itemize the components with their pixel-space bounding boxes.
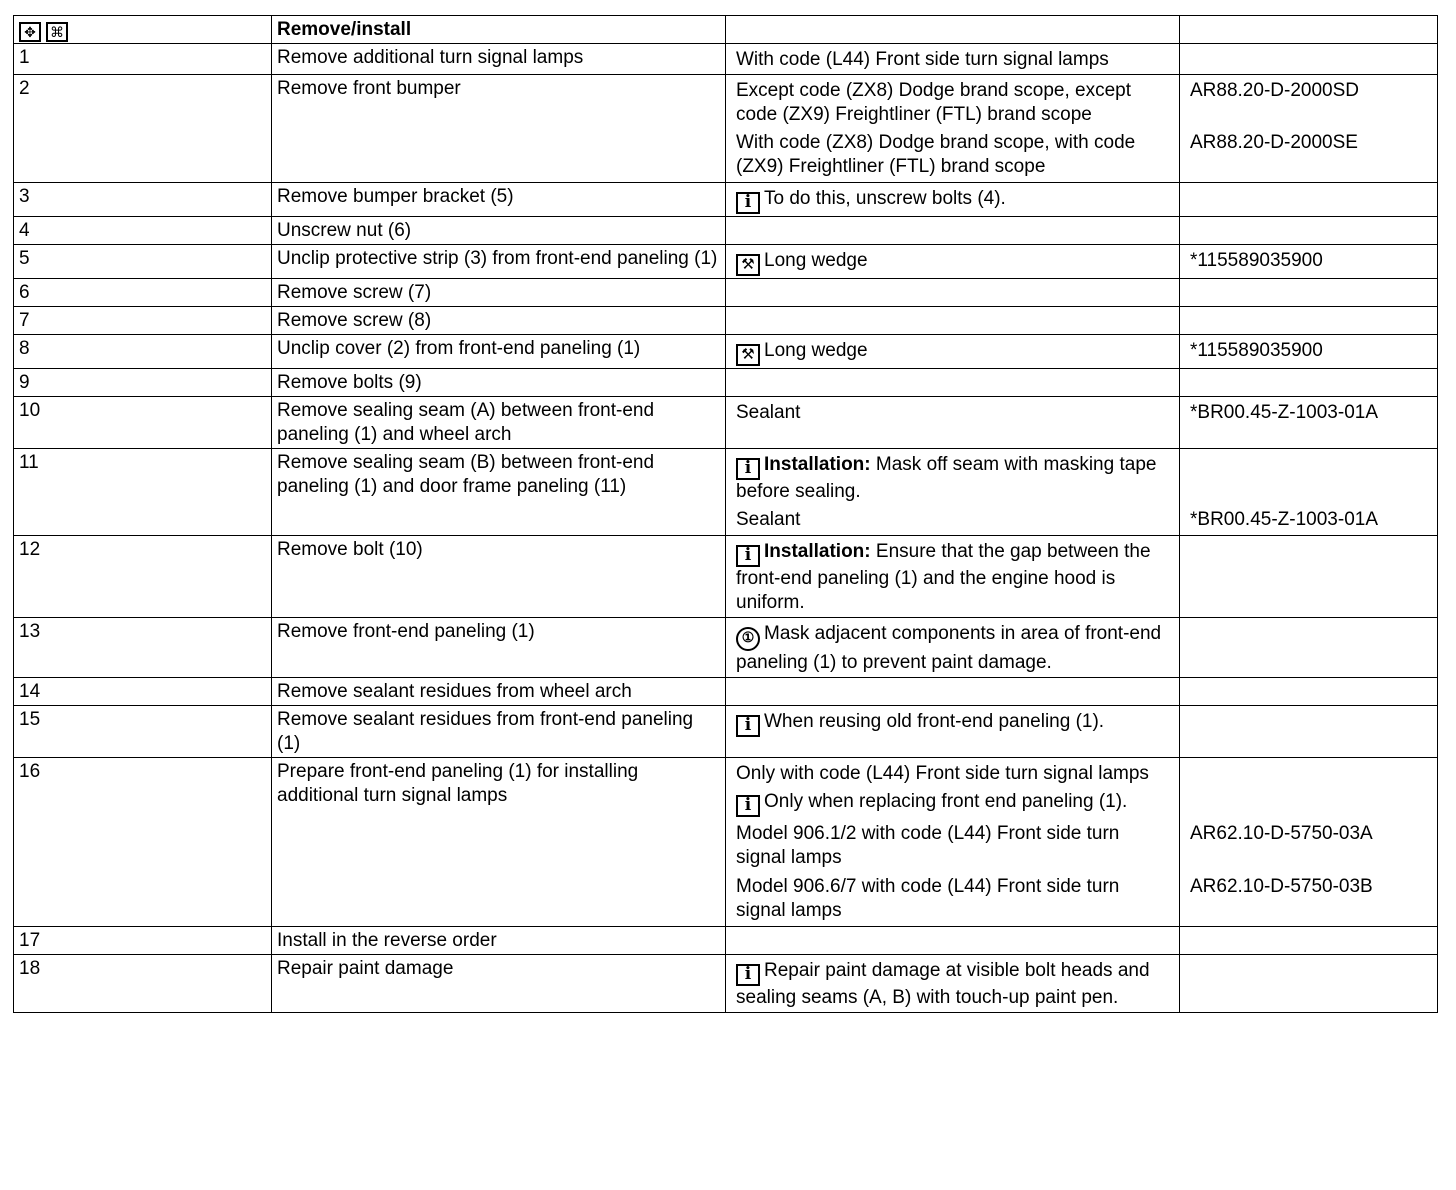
note-text: Long wedge	[764, 250, 868, 271]
reference-item	[1185, 957, 1432, 1011]
note-text: To do this, unscrew bolts (4).	[764, 188, 1006, 209]
step-references	[1180, 618, 1438, 678]
step-notes	[726, 678, 1180, 706]
step-references	[1180, 217, 1438, 245]
step-number: 17	[14, 927, 272, 955]
step-number: 14	[14, 678, 272, 706]
step-action: Remove front bumper	[272, 75, 726, 183]
note-text: Only with code (L44) Front side turn signal lamps	[736, 763, 1149, 784]
step-number: 1	[14, 44, 272, 75]
note-text: Only when replacing front end paneling (1).	[764, 791, 1128, 812]
table-row	[14, 44, 1438, 75]
table-row	[14, 217, 1438, 245]
note-item	[731, 819, 1174, 872]
step-action: Remove screw (7)	[272, 279, 726, 307]
reference-item	[1185, 46, 1432, 73]
info-icon: i	[736, 545, 760, 567]
table-row	[14, 927, 1438, 955]
reference-item	[1185, 620, 1432, 676]
table-row	[14, 397, 1438, 449]
step-references	[1180, 245, 1438, 279]
reference-item: *BR00.45-Z-1003-01A	[1190, 402, 1378, 423]
note-label: Installation:	[764, 454, 876, 475]
note-item	[731, 872, 1174, 925]
step-action: Remove sealant residues from wheel arch	[272, 678, 726, 706]
info-icon: i	[736, 192, 760, 214]
header-empty-cell	[1180, 16, 1438, 44]
reference-item: AR88.20-D-2000SE	[1190, 132, 1358, 153]
step-number: 8	[14, 335, 272, 369]
step-notes	[726, 307, 1180, 335]
install-icon: ⌘	[46, 22, 68, 42]
note-text: Sealant	[736, 509, 801, 530]
note-item	[731, 787, 1174, 819]
step-notes	[726, 44, 1180, 75]
reference-item: AR88.20-D-2000SD	[1190, 80, 1359, 101]
info-icon: i	[736, 458, 760, 480]
note-text: Mask adjacent components in area of front-end paneling (1) to prevent paint damage.	[736, 623, 1162, 673]
step-references	[1180, 758, 1438, 927]
step-number: 3	[14, 183, 272, 217]
reference-item: *115589035900	[1190, 340, 1323, 361]
note-item	[731, 708, 1174, 738]
step-action: Unclip cover (2) from front-end paneling (1)	[272, 335, 726, 369]
step-action: Install in the reverse order	[272, 927, 726, 955]
step-number: 16	[14, 758, 272, 927]
note-item	[731, 760, 1174, 787]
step-notes	[726, 279, 1180, 307]
table-row	[14, 618, 1438, 678]
step-number: 12	[14, 536, 272, 618]
reference-item	[1185, 708, 1432, 738]
note-text: Model 906.6/7 with code (L44) Front side turn signal lamps	[736, 876, 1120, 921]
note-item	[731, 185, 1174, 215]
step-action: Remove bolt (10)	[272, 536, 726, 618]
note-item	[731, 128, 1174, 181]
note-label: Installation:	[764, 541, 876, 562]
table-row	[14, 335, 1438, 369]
step-references	[1180, 397, 1438, 449]
step-action: Remove sealing seam (B) between front-end paneling (1) and door frame paneling (11)	[272, 449, 726, 536]
note-text: When reusing old front-end paneling (1).	[764, 711, 1105, 732]
step-references	[1180, 335, 1438, 369]
step-number: 9	[14, 369, 272, 397]
info-icon: i	[736, 964, 760, 986]
table-row	[14, 183, 1438, 217]
step-notes	[726, 449, 1180, 536]
note-text: Repair paint damage at visible bolt heads and sealing seams (A, B) with touch-up paint pen.	[736, 960, 1150, 1008]
caution-icon: ①	[736, 627, 760, 651]
step-references	[1180, 44, 1438, 75]
table-row	[14, 678, 1438, 706]
header-icons-cell	[14, 16, 272, 44]
step-action: Unscrew nut (6)	[272, 217, 726, 245]
table-row	[14, 955, 1438, 1013]
note-item	[731, 620, 1174, 676]
note-item	[731, 77, 1174, 128]
header-empty-cell	[726, 16, 1180, 44]
step-references	[1180, 449, 1438, 536]
step-action: Remove screw (8)	[272, 307, 726, 335]
table-row	[14, 536, 1438, 618]
step-number: 6	[14, 279, 272, 307]
step-number: 15	[14, 706, 272, 758]
note-text: Sealant	[736, 402, 801, 423]
step-notes	[726, 245, 1180, 279]
note-text: Mask off seam with masking tape before sealing.	[736, 454, 1157, 502]
table-row	[14, 706, 1438, 758]
step-references	[1180, 307, 1438, 335]
step-action: Unclip protective strip (3) from front-end paneling (1)	[272, 245, 726, 279]
procedure-table	[13, 15, 1438, 1013]
reference-item: AR62.10-D-5750-03B	[1190, 876, 1373, 897]
step-action: Remove bumper bracket (5)	[272, 183, 726, 217]
info-icon: i	[736, 795, 760, 817]
header-row	[14, 16, 1438, 44]
step-number: 11	[14, 449, 272, 536]
step-action: Remove sealing seam (A) between front-end paneling (1) and wheel arch	[272, 397, 726, 449]
step-action: Remove additional turn signal lamps	[272, 44, 726, 75]
step-notes	[726, 335, 1180, 369]
step-notes	[726, 217, 1180, 245]
reference-item	[1185, 760, 1432, 787]
table-row	[14, 758, 1438, 927]
note-item	[731, 399, 1174, 426]
step-notes	[726, 618, 1180, 678]
step-references	[1180, 536, 1438, 618]
reference-item	[1185, 451, 1432, 505]
note-item	[731, 337, 1174, 367]
step-references	[1180, 955, 1438, 1013]
step-references	[1180, 927, 1438, 955]
step-notes	[726, 397, 1180, 449]
note-text: Model 906.1/2 with code (L44) Front side turn signal lamps	[736, 823, 1120, 868]
note-text: With code (ZX8) Dodge brand scope, with code (ZX9) Freightliner (FTL) brand scope	[736, 132, 1136, 177]
step-notes	[726, 369, 1180, 397]
header-title: Remove/install	[272, 16, 726, 44]
remove-icon: ✥	[19, 22, 41, 42]
note-item	[731, 247, 1174, 277]
table-row	[14, 75, 1438, 183]
special-tool-icon: ⚒	[736, 254, 760, 276]
table-row	[14, 369, 1438, 397]
step-number: 2	[14, 75, 272, 183]
step-notes	[726, 183, 1180, 217]
step-action: Remove front-end paneling (1)	[272, 618, 726, 678]
step-notes	[726, 75, 1180, 183]
note-text: Except code (ZX8) Dodge brand scope, except code (ZX9) Freightliner (FTL) brand scope	[736, 80, 1132, 125]
table-row	[14, 245, 1438, 279]
step-references	[1180, 369, 1438, 397]
step-references	[1180, 183, 1438, 217]
step-references	[1180, 706, 1438, 758]
note-item	[731, 957, 1174, 1011]
reference-item: AR62.10-D-5750-03A	[1190, 823, 1373, 844]
note-item	[731, 451, 1174, 505]
step-notes	[726, 955, 1180, 1013]
step-references	[1180, 678, 1438, 706]
step-number: 7	[14, 307, 272, 335]
table-row	[14, 449, 1438, 536]
table-row	[14, 279, 1438, 307]
step-action: Remove bolts (9)	[272, 369, 726, 397]
reference-item	[1185, 185, 1432, 215]
note-text: Long wedge	[764, 340, 868, 361]
table-row	[14, 307, 1438, 335]
step-number: 5	[14, 245, 272, 279]
note-item	[731, 46, 1174, 73]
step-number: 18	[14, 955, 272, 1013]
note-item	[731, 538, 1174, 616]
note-text: Ensure that the gap between the front-end paneling (1) and the engine hood is uniform.	[736, 541, 1151, 613]
step-references	[1180, 279, 1438, 307]
step-references	[1180, 75, 1438, 183]
step-action: Prepare front-end paneling (1) for installing additional turn signal lamps	[272, 758, 726, 927]
step-notes	[726, 536, 1180, 618]
step-number: 10	[14, 397, 272, 449]
step-notes	[726, 927, 1180, 955]
step-number: 13	[14, 618, 272, 678]
note-item	[731, 505, 1174, 534]
step-action: Remove sealant residues from front-end paneling (1)	[272, 706, 726, 758]
step-number: 4	[14, 217, 272, 245]
step-notes	[726, 706, 1180, 758]
step-notes	[726, 758, 1180, 927]
step-action: Repair paint damage	[272, 955, 726, 1013]
info-icon: i	[736, 715, 760, 737]
special-tool-icon: ⚒	[736, 344, 760, 366]
reference-item: *BR00.45-Z-1003-01A	[1190, 509, 1378, 530]
note-text: With code (L44) Front side turn signal lamps	[736, 49, 1109, 70]
reference-item: *115589035900	[1190, 250, 1323, 271]
reference-item	[1185, 538, 1432, 616]
reference-item	[1185, 787, 1432, 819]
